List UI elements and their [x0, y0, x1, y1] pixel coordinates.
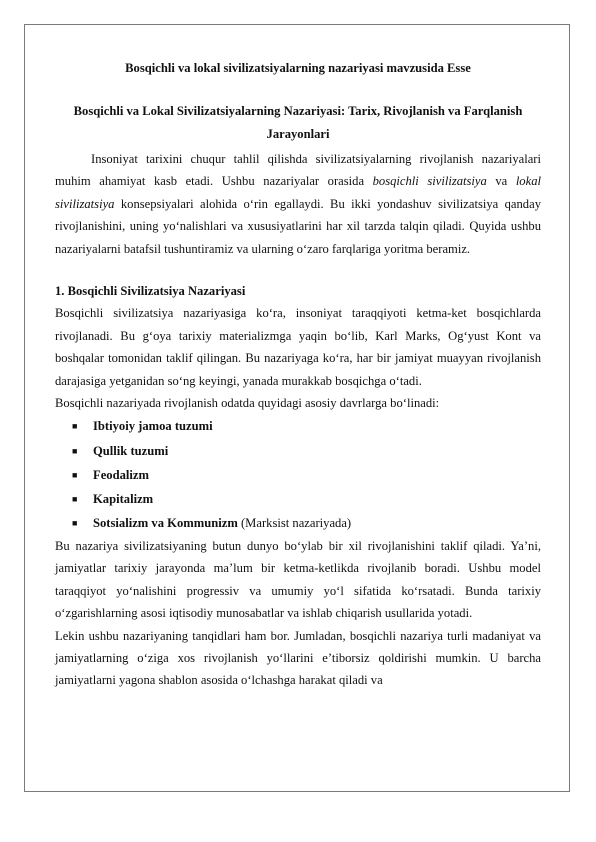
intro-paragraph — [55, 148, 541, 260]
section-paragraph-3: Lekin ushbu nazariyaning tanqidlari ham bor. Jumladan, bosqichli nazariya turli madaniyat va jamiyatlarning o‘ziga xos rivojlanish yo‘llarini e’tiborsiz qoldirishi mumkin. U barcha jamiyatlarni yagona shablon asosida o‘lchashga harakat qiladi va — [55, 628, 541, 688]
intro-italic-2: lokal sivilizatsiya — [55, 174, 541, 211]
list-item — [55, 511, 541, 535]
section-paragraph-2: Bu nazariya sivilizatsiyaning butun dunyo bo‘ylab bir xil rivojlanishini taklif qiladi. Ya’ni, jamiyatlar tarixiy jarayonda ma’lum bir ketma-ketlikda rivojlanib boradi. Ushbu model taraqqiyot yo‘nalishini progressiv va umumiy yo‘l sifatida ko‘rsatadi. Bunda tarixiy o‘zgarishlarning asosi iqtisodiy munosabatlar va ishlab chiqarish usullarida yotadi. — [55, 538, 541, 621]
stage-label: Ibtiyoiy jamoa tuzumi — [93, 419, 213, 434]
intro-italic-1: bosqichli sivilizatsiya — [372, 174, 487, 189]
document-body — [55, 58, 541, 692]
list-item — [55, 487, 541, 511]
intro-text-3: konsepsiyalari alohida o‘rin egallaydi. Bu ikki yondashuv sivilizatsiya qanday rivojlanishini, uning yo‘nalishlari va xususiyatlarini har xil tarzda talqin qiladi. Quyida ushbu nazariyalarni batafsil tushuntiramiz va ularning o‘zaro farqlariga yoritma beramiz. — [55, 196, 541, 256]
stage-label: Feodalizm — [93, 467, 149, 482]
document-title: Bosqichli va lokal sivilizatsiyalarning nazariyasi mavzusida Esse — [125, 61, 471, 75]
stage-label: Sotsializm va Kommunizm — [93, 515, 238, 530]
section-paragraph-1: Bosqichli sivilizatsiya nazariyasiga ko‘ra, insoniyat taraqqiyoti ketma-ket bosqichlarda rivojlanadi. Bu g‘oya tarixiy materializmga yaqin bo‘lib, Karl Marks, Og‘yust Kont va boshqalar tomonidan taklif qilingan. Bu nazariyaga ko‘ra, har bir jamiyat muayyan rivojlanish darajasiga yetganidan so‘ng keyingi, yanada murakkab bosqichga o‘tadi. — [55, 306, 541, 388]
bullet-icon: ■ — [72, 421, 78, 432]
stage-label: Qullik tuzumi — [93, 443, 169, 458]
section-heading: 1. Bosqichli Sivilizatsiya Nazariyasi — [55, 284, 246, 299]
bullet-icon: ■ — [72, 445, 78, 456]
bullet-icon: ■ — [72, 517, 78, 528]
bullet-icon: ■ — [72, 493, 78, 504]
stages-list — [55, 414, 541, 534]
intro-text-1: Insoniyat tarixini chuqur tahlil qilishda sivilizatsiyalarning rivojlanish nazariyalari muhim ahamiyat kasb etadi. Ushbu nazariyalar orasida — [55, 152, 541, 189]
stage-note: (Marksist nazariyada) — [237, 515, 352, 530]
list-item — [55, 414, 541, 438]
intro-text-2: va — [486, 174, 516, 189]
essay-subtitle: Bosqichli va Lokal Sivilizatsiyalarning Nazariyasi: Tarix, Rivojlanish va Farqlanish Jarayonlari — [73, 104, 523, 141]
stage-label: Kapitalizm — [93, 491, 154, 506]
bullet-icon: ■ — [72, 469, 78, 480]
list-item — [55, 439, 541, 463]
list-intro: Bosqichli nazariyada rivojlanish odatda quyidagi asosiy davrlarga bo‘linadi: — [55, 396, 440, 411]
list-item — [55, 463, 541, 487]
